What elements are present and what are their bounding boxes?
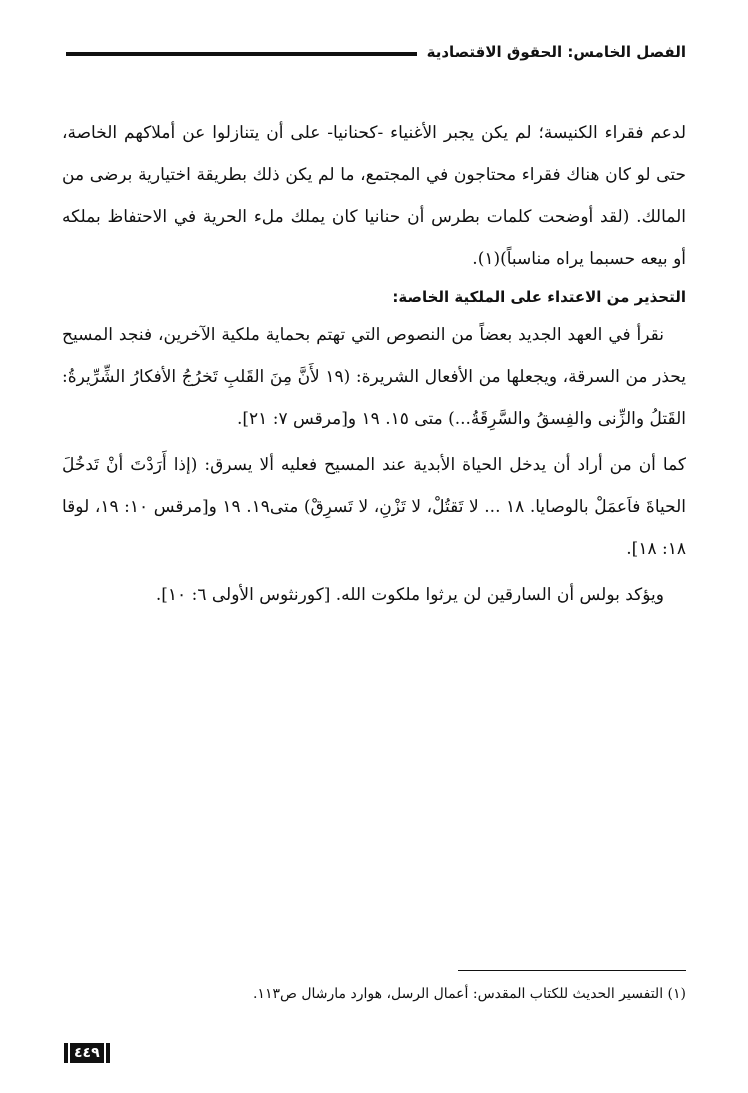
section-heading: التحذير من الاعتداء على الملكية الخاصة: bbox=[392, 288, 686, 306]
chapter-title: الفصل الخامس: الحقوق الاقتصادية bbox=[426, 43, 686, 61]
page-number bbox=[64, 1043, 110, 1063]
paragraph: نقرأ في العهد الجديد بعضاً من النصوص التي تهتم بحماية ملكية الآخرين، فنجد المسيح يحذر من السرقة، ويجعلها من الأفعال الشريرة: (١٩ لأَنَّ مِنَ القَلبِ تَخرُجُ الأفكارُ الشِّرِّيرةُ: القَتلُ والزِّنى والفِسقُ والسَّرِقَةُ...) متى ١٥. ١٩ و[مرقس ٧: ٢١]. bbox=[62, 325, 686, 429]
page-number-bar bbox=[106, 1043, 110, 1063]
running-header bbox=[66, 38, 686, 66]
page-number-bar bbox=[64, 1043, 68, 1063]
footnote: (١) التفسير الحديث للكتاب المقدس: أعمال الرسل، هوارد مارشال ص١١٣. bbox=[252, 986, 686, 1002]
paragraph: كما أن من أراد أن يدخل الحياة الأبدية عند المسيح فعليه ألا يسرق: (إذا أَرَدْتَ أنْ تَدخُلَ الحياةَ فاَعمَلْ بالوصايا. ١٨ ... لا تَقتُلْ، لا تَزْنِ، لا تَسرِقْ) متى١٩. ١٩ و[مرقس ١٠: ١٩، لوقا ١٨: ١٨]. bbox=[62, 455, 687, 559]
footnote-separator bbox=[458, 970, 686, 971]
body-text bbox=[62, 112, 686, 616]
page-number-value: ٤٤٩ bbox=[70, 1043, 104, 1063]
header-rule bbox=[66, 52, 417, 56]
paragraph: ويؤكد بولس أن السارقين لن يرثوا ملكوت الله. [كورنثوس الأولى ٦: ١٠]. bbox=[155, 585, 664, 605]
paragraph: لدعم فقراء الكنيسة؛ لم يكن يجبر الأغنياء -كحنانيا- على أن يتنازلوا عن أملاكهم الخاصة، حتى لو كان هناك فقراء محتاجون في المجتمع، ما لم يكن ذلك بطريقة اختيارية برضى من المالك. (لقد أوضحت كلمات بطرس أن حنانيا كان يملك ملء الحرية في الاحتفاظ بملكه أو بيعه حسبما يراه مناسباً)(١). bbox=[62, 123, 686, 269]
